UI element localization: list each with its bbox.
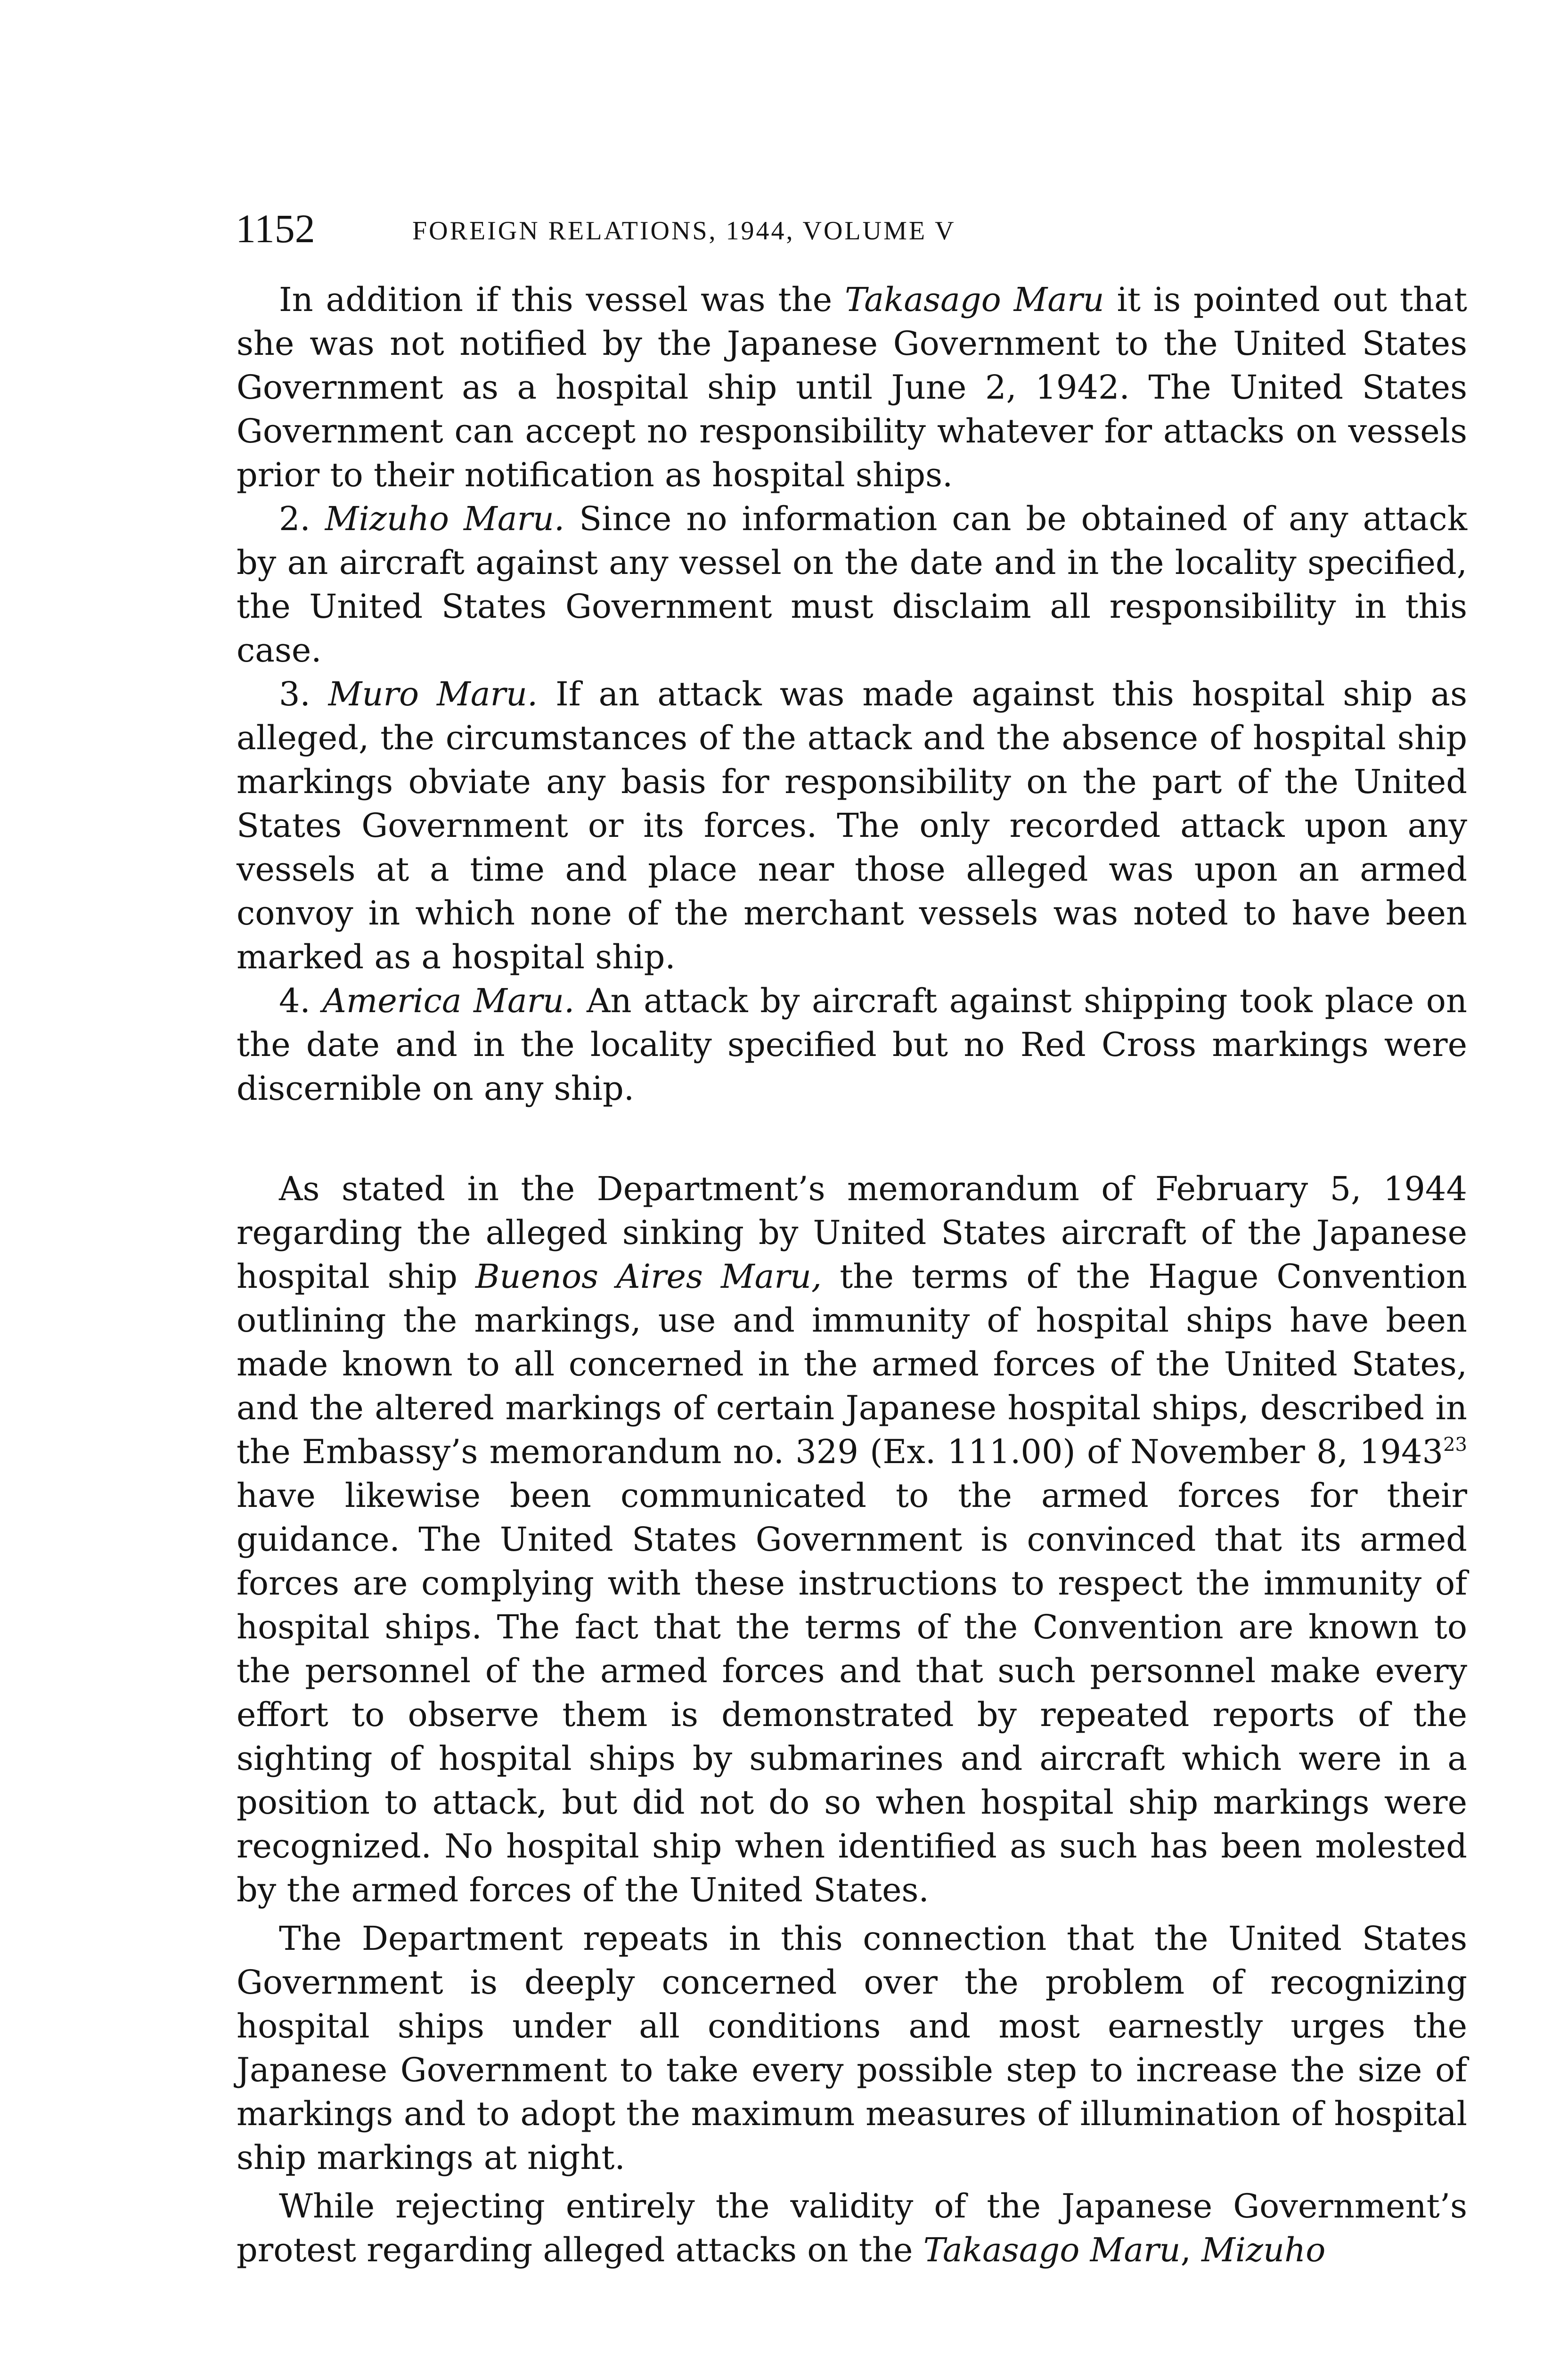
page-number: 1152	[236, 206, 315, 251]
paragraph-hague-convention: As stated in the Department’s memorandum of February 5, 1944 regarding the alleged sinking by United States aircraft of the Japanese hospital ship Buenos Aires Maru, the terms of the Hague Convention outlining the markings, use and immunity of hospital ships have been made known to all concerned in the armed forces of the United States, and the altered markings of certain Japanese hospital ships, described in the Embassy’s memorandum no. 329 (Ex. 111.00) of November 8, 1943$^{23}$ have likewise been communicated to the armed forces for their guidance. The United States Government is convinced that its armed forces are complying with these instructions to respect the immunity of hospital ships. The fact that the terms of the Convention are known to the personnel of the armed forces and that such personnel make every effort to observe them is demonstrated by repeated reports of the sighting of hospital ships by submarines and aircraft which were in a position to attack, but did not do so when hospital ship markings were recognized. No hospital ship when identified as such has been molested by the armed forces of the United States.	[237, 1170, 1467, 1909]
ship-name: Mizuho	[1201, 2231, 1326, 2269]
ship-name: Mizuho Maru.	[325, 499, 565, 538]
paragraph-department-repeats: The Department repeats in this connection that the United States Government is deeply concerned over the problem of recognizing hospital ships under all conditions and most earnestly urges the Japanese Government to take every possible step to increase the size of markings and to adopt the maximum measures of illumination of hospital ship markings at night.	[237, 1919, 1467, 2177]
paragraph-muro: 3. Muro Maru. If an attack was made against this hospital ship as alleged, the circumstances of the attack and the absence of hospital ship markings obviate any basis for responsibility on the part of the United States Government or its forces. The only recorded attack upon any vessels at a time and place near those alleged was upon an armed convoy in which none of the merchant vessels was noted to have been marked as a hospital ship.	[237, 675, 1468, 976]
ship-name: Muro Maru.	[328, 675, 538, 713]
paragraph-america: 4. America Maru. An attack by aircraft against shipping took place on the date and in the locality specified but no Red Cross markings were discernible on any ship.	[237, 982, 1467, 1108]
paragraph-mizuho: 2. Mizuho Maru. Since no information can be obtained of any attack by an aircraft against any vessel on the date and in the locality specified, the United States Government must disclaim all responsibility in this case.	[237, 499, 1467, 670]
ship-name: Takasago Maru	[923, 2231, 1181, 2269]
paragraph-rejecting: While rejecting entirely the validity of the Japanese Government’s protest regarding alleged attacks on the Takasago Maru, Mizuho	[237, 2187, 1467, 2269]
ship-name: Takasago Maru	[845, 280, 1104, 319]
running-title: FOREIGN RELATIONS, 1944, VOLUME V	[412, 216, 956, 245]
body-text	[237, 278, 1467, 2272]
ship-name: America Maru.	[322, 982, 575, 1020]
ship-name: Buenos Aires Maru,	[475, 1257, 822, 1296]
page-header	[236, 203, 1277, 254]
paragraph-takasago: In addition if this vessel was the Takasago Maru it is pointed out that she was not notified by the Japanese Government to the United States Government as a hospital ship until June 2, 1942. The United States Government can accept no responsibility whatever for attacks on vessels prior to their notification as hospital ships.	[237, 280, 1467, 494]
footnote-reference[interactable]: 23	[1443, 1434, 1467, 1456]
